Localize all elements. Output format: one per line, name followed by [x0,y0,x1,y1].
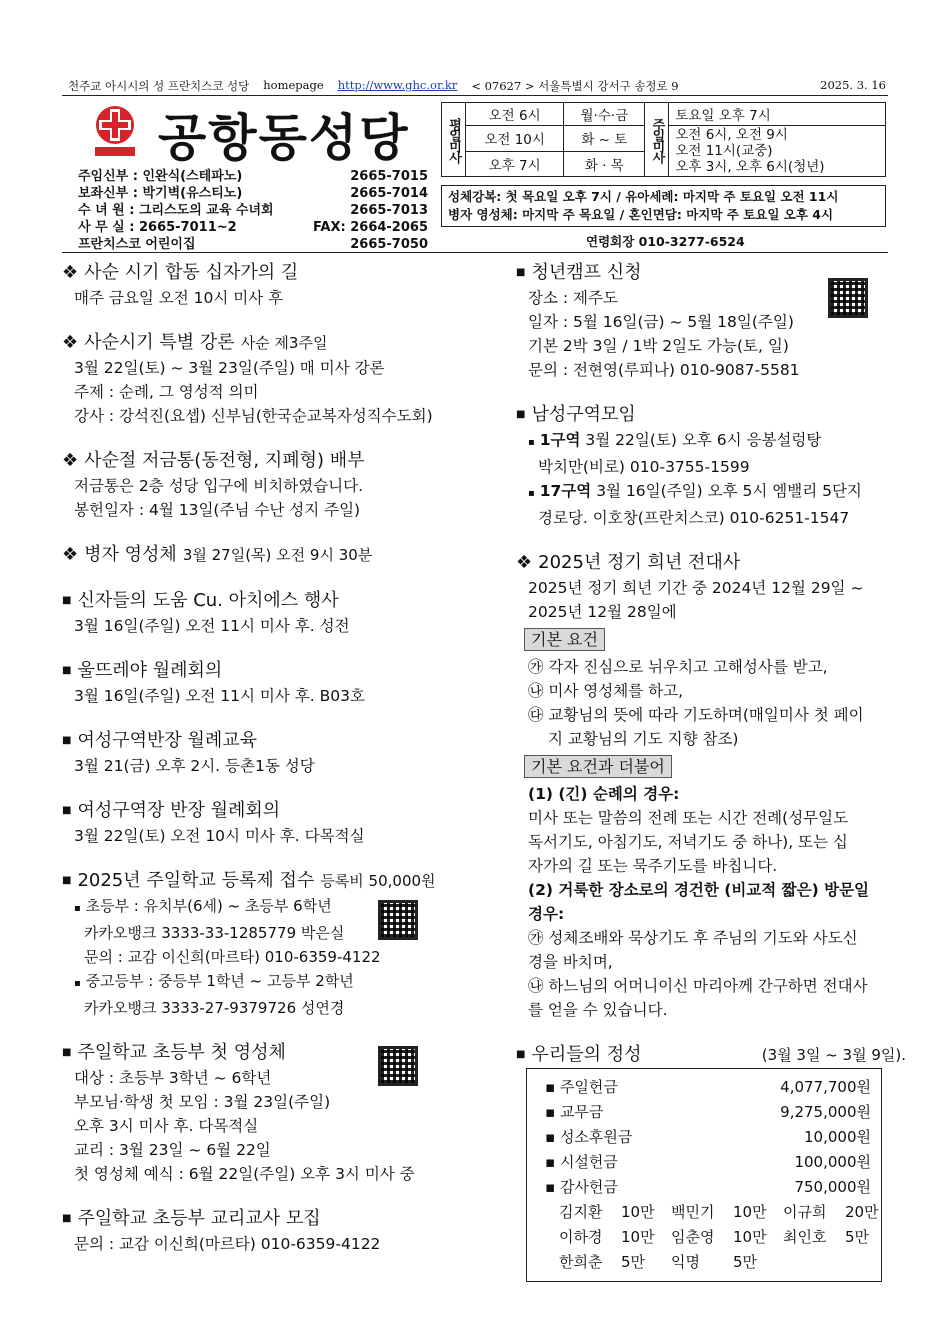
square-bullet-icon: ■ [62,735,72,746]
diamond-icon: ❖ [62,544,79,565]
left-column [62,260,502,1276]
qr-code-icon[interactable] [828,278,868,318]
notice-ultreya: ■ 울뜨레야 월례회의 3월 16일(주일) 오전 11시 미사 후. B03호 [62,660,365,705]
sacrament-info: 성체강복: 첫 목요일 오후 7시 / 유아세례: 마지막 주 토요일 오전 11시 병자 영성체: 마지막 주 목요일 / 혼인면담: 마지막 주 토요일 오후 4시 [441,185,886,227]
square-bullet-icon: ■ [516,1049,526,1060]
issue-date: 2025. 3. 16 [820,78,886,92]
square-bullet-icon: ■ [62,665,72,676]
notice-lent-bank: ❖ 사순절 저금통(동전형, 지폐형) 배부 저금통은 2층 성당 입구에 비치하였습니다. 봉헌일자 : 4월 13일(주님 수난 성지 주일) [62,450,365,519]
staff-row: 사 무 실 : 2665-7011~2 FAX: 2664-2065 [78,220,428,235]
offering-row: ▪ 시설헌금 100,000원 [545,1153,871,1171]
parish-line: 천주교 아시시의 성 프란치스코 성당 [68,79,250,93]
diamond-icon: ❖ [516,552,533,573]
address: < 07627 > 서울특별시 강서구 송정로 9 [471,79,679,93]
square-bullet-icon: ■ [62,595,72,606]
header-divider [62,252,888,253]
additional-requirements-tag: 기본 요건과 더불어 [524,755,672,778]
basic-requirements-tag: 기본 요건 [524,628,605,651]
page-title: 공항동성당 [158,109,410,167]
offerings-table [526,1068,882,1282]
notice-men-district: ■ 남성구역모임 ▪ 1구역 3월 22일(토) 오후 6시 응봉설렁탕 박치만(비로) 010-3755-1599 ▪ 17구역 3월 16일(주일) 오후 5시 엠밸리 5단지 경로당. 이호창(프란치스코) 010-6251-1547 [516,404,862,527]
homepage-label: homepage [263,78,324,92]
offering-row: ▪ 성소후원금 10,000원 [545,1128,871,1146]
notice-women-leaders-edu: ■ 여성구역반장 월례교육 3월 21(금) 오후 2시. 등촌1동 성당 [62,730,315,775]
notice-acies: ■ 신자들의 도움 Cu. 아치에스 행사 3월 16일(주일) 오전 11시 미사 후. 성전 [62,590,350,635]
donor-list: 김지환 10만 백민기 10만 이규희 20만 이하경 10만 임춘영 10만 최인호 5만 한희춘 5만 익명 5만 [559,1203,879,1271]
homepage-url[interactable]: http://www.ghc.or.kr [337,78,458,92]
notice-lent-homily: ❖ 사순시기 특별 강론 사순 제3주일 3월 22일(토) ~ 3월 23일(주일) 매 미사 강론 주제 : 순례, 그 영성적 의미 강사 : 강석진(요셉) 신부님(한국순교복자성직수도회) [62,332,433,425]
staff-list [78,168,428,253]
offering-row: ▪ 감사헌금 750,000원 [545,1178,871,1196]
header-line [68,78,886,94]
staff-row: 프란치스코 어린이집 2665-7050 [78,237,428,252]
staff-row: 보좌신부 : 박기벽(유스티노) 2665-7014 [78,186,428,201]
staff-row: 수 녀 원 : 그리스도의 교육 수녀회 2665-7013 [78,203,428,218]
square-bullet-icon: ■ [516,267,526,278]
right-column [516,260,906,1302]
notice-catechist-recruit: ■ 주일학교 초등부 교리교사 모집 문의 : 교감 이신희(마르타) 010-6359-4122 [62,1208,381,1253]
sunday-mass-label: 주일미사 [645,103,669,177]
square-bullet-icon: ■ [62,875,72,886]
notice-offerings: ■ 우리들의 정성 (3월 3일 ~ 3월 9일). ▪ 주일헌금 4,077,700원 ▪ 교무금 9,275,000원 ▪ 성소후원금 10,000원 ▪ 시설헌금 100,000원 ▪ 감사헌금 750,000원 김지환 10만 백민기 10만 이규희 20만 이하경 10만 임춘영 10만 최인호 5만 한희춘 5만 익명 5만 [516,1042,906,1282]
notice-first-communion: ■ 주일학교 초등부 첫 영성체 대상 : 초등부 3학년 ~ 6학년 부모님·학생 첫 모임 : 3월 23일(주일) 오후 3시 미사 후. 다목적실 교리 : 3월 23일 ~ 6월 22일 첫 영성체 예식 : 6월 22일(주일) 오후 3시 미사 중 [62,1040,502,1186]
notice-jubilee-indulgence: ❖ 2025년 정기 희년 전대사 2025년 정기 희년 기간 중 2024년 12월 29일 ~ 2025년 12월 28일에 기본 요건 ㉮ 각자 진심으로 뉘우치고 고해성사를 받고, ㉯ 미사 영성체를 하고, ㉰ 교황님의 뜻에 따라 기도하며(매일미사 첫 페이 지 교황님의 기도 지향 참조) 기본 요건과 더불어 (1) (긴) 순례의 경우: 미사 또는 말씀의 전례 또는 시간 전례(성무일도 독서기도, 아침기도, 저녁기도 중 하나), 또는 십 자가의 길 또는 묵주기도를 바칩니다. (2) 거룩한 장소로의 경건한 (비교적 짧은) 방문일 경우: ㉮ 성체조배와 묵상기도 후 주님의 기도와 사도신 경을 바치며, ㉯ 하느님의 어머니이신 마리아께 간구하면 전대사 를 얻을 수 있습니다. [516,552,870,1019]
top-divider [62,95,888,96]
mass-schedule-table: 평일미사 오전 6시 월·수·금 주일미사 토요일 오후 7시 오전 10시 화 ~ 토 오전 6시, 오전 9시 오전 11시(교중) 오후 3시, 오후 6시(청년) 오후 7시 화 · 목 [441,102,886,177]
qr-code-icon[interactable] [378,1046,418,1086]
funeral-committee-contact: 연령회장 010-3277-6524 [586,234,745,249]
notice-women-leaders-meeting: ■ 여성구역장 반장 월례회의 3월 22일(토) 오전 10시 미사 후. 다목적실 [62,800,365,845]
offering-row: ▪ 주일헌금 4,077,700원 [545,1078,871,1096]
diamond-icon: ❖ [62,450,79,471]
offering-row: ▪ 교무금 9,275,000원 [545,1103,871,1121]
staff-row: 주임신부 : 인완식(스테파노) 2665-7015 [78,169,428,184]
notice-stations: ❖ 사순 시기 합동 십자가의 길 매주 금요일 오전 10시 미사 후 [62,262,299,307]
qr-code-icon[interactable] [378,900,418,940]
square-bullet-icon: ■ [62,805,72,816]
weekday-mass-label: 평일미사 [442,103,466,177]
square-bullet-icon: ■ [62,1047,72,1058]
notice-youth-camp: ■ 청년캠프 신청 장소 : 제주도 일자 : 5월 16일(금) ~ 5월 18일(주일) 기본 2박 3일 / 1박 2일도 가능(토, 일) 문의 : 전현영(루피나) 010-9087-5581 [516,260,906,382]
parish-logo [93,105,137,157]
diamond-icon: ❖ [62,332,79,353]
square-bullet-icon: ■ [62,1213,72,1224]
notice-sick-communion: ❖ 병자 영성체 3월 27일(목) 오전 9시 30분 [62,542,502,568]
notice-sunday-school-registration: ■ 2025년 주일학교 등록제 접수 등록비 50,000원 ▪ 초등부 : 유치부(6세) ~ 초등부 6학년 카카오뱅크 3333-33-1285779 박은실 문의 : 교감 이신희(마르타) 010-6359-4122 ▪ 중고등부 : 중등부 1학년 ~ 고등부 2학년 카카오뱅크 3333-27-9379726 성연경 [62,870,436,1017]
square-bullet-icon: ■ [516,409,526,420]
diamond-icon: ❖ [62,262,79,283]
